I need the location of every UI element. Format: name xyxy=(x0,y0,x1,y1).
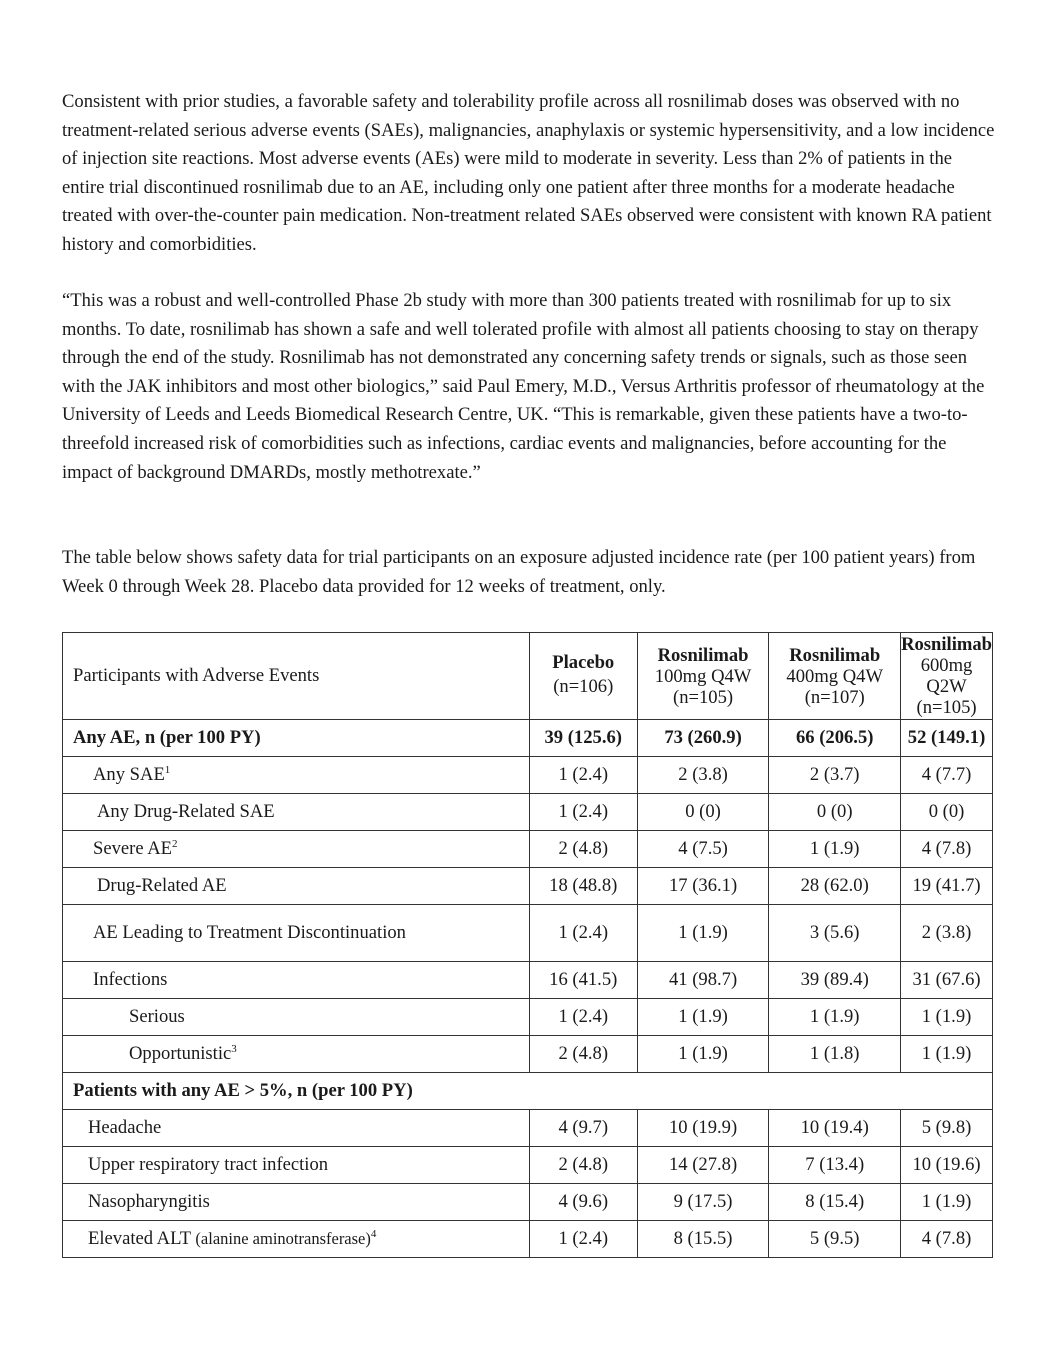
header-col2-n: (n=105) xyxy=(673,686,734,708)
header-col4-name: Rosnilimab xyxy=(901,634,992,655)
cell-100mg: 0 (0) xyxy=(637,794,769,831)
cell-placebo: 18 (48.8) xyxy=(529,868,637,905)
table-row-drug-related-sae xyxy=(63,794,993,831)
cell-100mg: 1 (1.9) xyxy=(637,905,769,962)
cell-placebo: 2 (4.8) xyxy=(529,1147,637,1184)
row-label: Any Drug-Related SAE xyxy=(63,794,530,831)
table-row-opportunistic xyxy=(63,1036,993,1073)
cell-100mg: 4 (7.5) xyxy=(637,831,769,868)
cell-placebo: 2 (4.8) xyxy=(529,1036,637,1073)
table-row-any-ae xyxy=(63,720,993,757)
header-col3-dose: 400mg Q4W xyxy=(786,665,883,687)
header-col4-dose: 600mg Q2W xyxy=(920,655,973,697)
cell-400mg: 5 (9.5) xyxy=(769,1221,901,1258)
cell-400mg: 66 (206.5) xyxy=(769,720,901,757)
table-row-nasopharyngitis xyxy=(63,1184,993,1221)
row-label xyxy=(63,1221,530,1258)
footnote-marker: 1 xyxy=(164,764,171,776)
cell-400mg: 7 (13.4) xyxy=(769,1147,901,1184)
cell-placebo: 16 (41.5) xyxy=(529,962,637,999)
table-row-urti xyxy=(63,1147,993,1184)
cell-100mg: 2 (3.8) xyxy=(637,757,769,794)
table-header-row xyxy=(63,633,993,720)
row-label: Nasopharyngitis xyxy=(63,1184,530,1221)
footnote-marker: 4 xyxy=(370,1228,377,1240)
cell-600mg: 2 (3.8) xyxy=(901,905,993,962)
cell-placebo: 2 (4.8) xyxy=(529,831,637,868)
header-placebo-n: (n=106) xyxy=(553,675,614,697)
cell-400mg: 3 (5.6) xyxy=(769,905,901,962)
row-label-text: Elevated ALT xyxy=(88,1228,191,1249)
cell-100mg: 1 (1.9) xyxy=(637,1036,769,1073)
table-row-infections xyxy=(63,962,993,999)
cell-600mg: 52 (149.1) xyxy=(901,720,993,757)
header-placebo xyxy=(529,633,637,720)
cell-400mg: 39 (89.4) xyxy=(769,962,901,999)
header-col3-name: Rosnilimab xyxy=(789,644,881,666)
row-label: Any AE, n (per 100 PY) xyxy=(63,720,530,757)
cell-400mg: 0 (0) xyxy=(769,794,901,831)
header-rosnilimab-100 xyxy=(637,633,769,720)
cell-100mg: 9 (17.5) xyxy=(637,1184,769,1221)
table-row-discontinuation xyxy=(63,905,993,962)
cell-600mg: 4 (7.8) xyxy=(901,831,993,868)
cell-400mg: 10 (19.4) xyxy=(769,1110,901,1147)
table-section-row xyxy=(63,1073,993,1110)
cell-100mg: 17 (36.1) xyxy=(637,868,769,905)
row-label: Headache xyxy=(63,1110,530,1147)
row-label-text: Any SAE xyxy=(93,764,165,785)
cell-600mg: 4 (7.8) xyxy=(901,1221,993,1258)
cell-100mg: 73 (260.9) xyxy=(637,720,769,757)
row-label xyxy=(63,1036,530,1073)
header-col3-n: (n=107) xyxy=(804,686,865,708)
footnote-marker: 2 xyxy=(172,838,178,850)
cell-400mg: 1 (1.9) xyxy=(769,999,901,1036)
row-label xyxy=(63,757,530,794)
cell-placebo: 1 (2.4) xyxy=(529,757,637,794)
cell-100mg: 8 (15.5) xyxy=(637,1221,769,1258)
header-rosnilimab-600 xyxy=(901,633,993,720)
paragraph-safety-summary: Consistent with prior studies, a favorable safety and tolerability profile across all rosnilimab doses was observed with no treatment-related serious adverse events (SAEs), malignancies, anaphylaxis or systemic hypersensitivity, and a low incidence of injection site reactions. Most adverse events (AEs) were mild to moderate in severity. Less than 2% of patients in the entire trial discontinued rosnilimab due to an AE, including only one patient after three months for a moderate headache treated with over-the-counter pain medication. Non-treatment related SAEs observed were consistent with known RA patient history and comorbidities. xyxy=(62,91,995,255)
cell-400mg: 2 (3.7) xyxy=(769,757,901,794)
header-participants: Participants with Adverse Events xyxy=(63,633,530,720)
cell-600mg: 19 (41.7) xyxy=(901,868,993,905)
cell-placebo: 1 (2.4) xyxy=(529,1221,637,1258)
header-col2-name: Rosnilimab xyxy=(657,644,749,666)
cell-400mg: 8 (15.4) xyxy=(769,1184,901,1221)
paragraph-table-intro: The table below shows safety data for trial participants on an exposure adjusted incidence rate (per 100 patient years) from Week 0 through Week 28. Placebo data provided for 12 weeks of treatment, only. xyxy=(62,547,976,597)
cell-400mg: 1 (1.8) xyxy=(769,1036,901,1073)
cell-placebo: 1 (2.4) xyxy=(529,905,637,962)
row-label: Infections xyxy=(63,962,530,999)
adverse-events-table xyxy=(62,632,993,1258)
row-label: Serious xyxy=(63,999,530,1036)
cell-600mg: 0 (0) xyxy=(901,794,993,831)
cell-600mg: 10 (19.6) xyxy=(901,1147,993,1184)
paragraph-emery-quote: “This was a robust and well-controlled Phase 2b study with more than 300 patients treated with rosnilimab for up to six months. To date, rosnilimab has shown a safe and well tolerated profile with almost all patients choosing to stay on therapy through the end of the study. Rosnilimab has not demonstrated any concerning safety trends or signals, such as those seen with the JAK inhibitors and most other biologics,” said Paul Emery, M.D., Versus Arthritis professor of rheumatology at the University of Leeds and Leeds Biomedical Research Centre, UK. “This is remarkable, given these patients have a two-to-threefold increased risk of comorbidities such as infections, cardiac events and malignancies, before accounting for the impact of background DMARDs, mostly methotrexate.” xyxy=(62,290,985,483)
cell-400mg: 28 (62.0) xyxy=(769,868,901,905)
table-row-headache xyxy=(63,1110,993,1147)
cell-placebo: 1 (2.4) xyxy=(529,794,637,831)
cell-100mg: 10 (19.9) xyxy=(637,1110,769,1147)
cell-600mg: 31 (67.6) xyxy=(901,962,993,999)
row-label-text: Opportunistic xyxy=(129,1043,232,1064)
section-label: Patients with any AE > 5%, n (per 100 PY) xyxy=(63,1073,993,1110)
row-label-note: (alanine aminotransferase) xyxy=(195,1229,371,1248)
table-row-any-sae xyxy=(63,757,993,794)
row-label: Upper respiratory tract infection xyxy=(63,1147,530,1184)
table-row-drug-related-ae xyxy=(63,868,993,905)
table-row-serious xyxy=(63,999,993,1036)
cell-100mg: 41 (98.7) xyxy=(637,962,769,999)
cell-100mg: 14 (27.8) xyxy=(637,1147,769,1184)
cell-600mg: 1 (1.9) xyxy=(901,1184,993,1221)
header-col4-n: (n=105) xyxy=(916,697,977,718)
cell-placebo: 1 (2.4) xyxy=(529,999,637,1036)
cell-placebo: 39 (125.6) xyxy=(529,720,637,757)
table-row-severe-ae xyxy=(63,831,993,868)
footnote-marker: 3 xyxy=(231,1043,237,1055)
cell-600mg: 1 (1.9) xyxy=(901,1036,993,1073)
header-col2-dose: 100mg Q4W xyxy=(654,665,752,687)
row-label xyxy=(63,831,530,868)
header-rosnilimab-400 xyxy=(769,633,901,720)
row-label-text: Severe AE xyxy=(93,838,172,859)
cell-placebo: 4 (9.6) xyxy=(529,1184,637,1221)
row-label: Drug-Related AE xyxy=(63,868,530,905)
cell-600mg: 1 (1.9) xyxy=(901,999,993,1036)
cell-100mg: 1 (1.9) xyxy=(637,999,769,1036)
header-placebo-name: Placebo xyxy=(552,651,615,673)
cell-placebo: 4 (9.7) xyxy=(529,1110,637,1147)
cell-600mg: 4 (7.7) xyxy=(901,757,993,794)
cell-400mg: 1 (1.9) xyxy=(769,831,901,868)
table-row-elevated-alt xyxy=(63,1221,993,1258)
cell-600mg: 5 (9.8) xyxy=(901,1110,993,1147)
row-label: AE Leading to Treatment Discontinuation xyxy=(63,905,530,962)
